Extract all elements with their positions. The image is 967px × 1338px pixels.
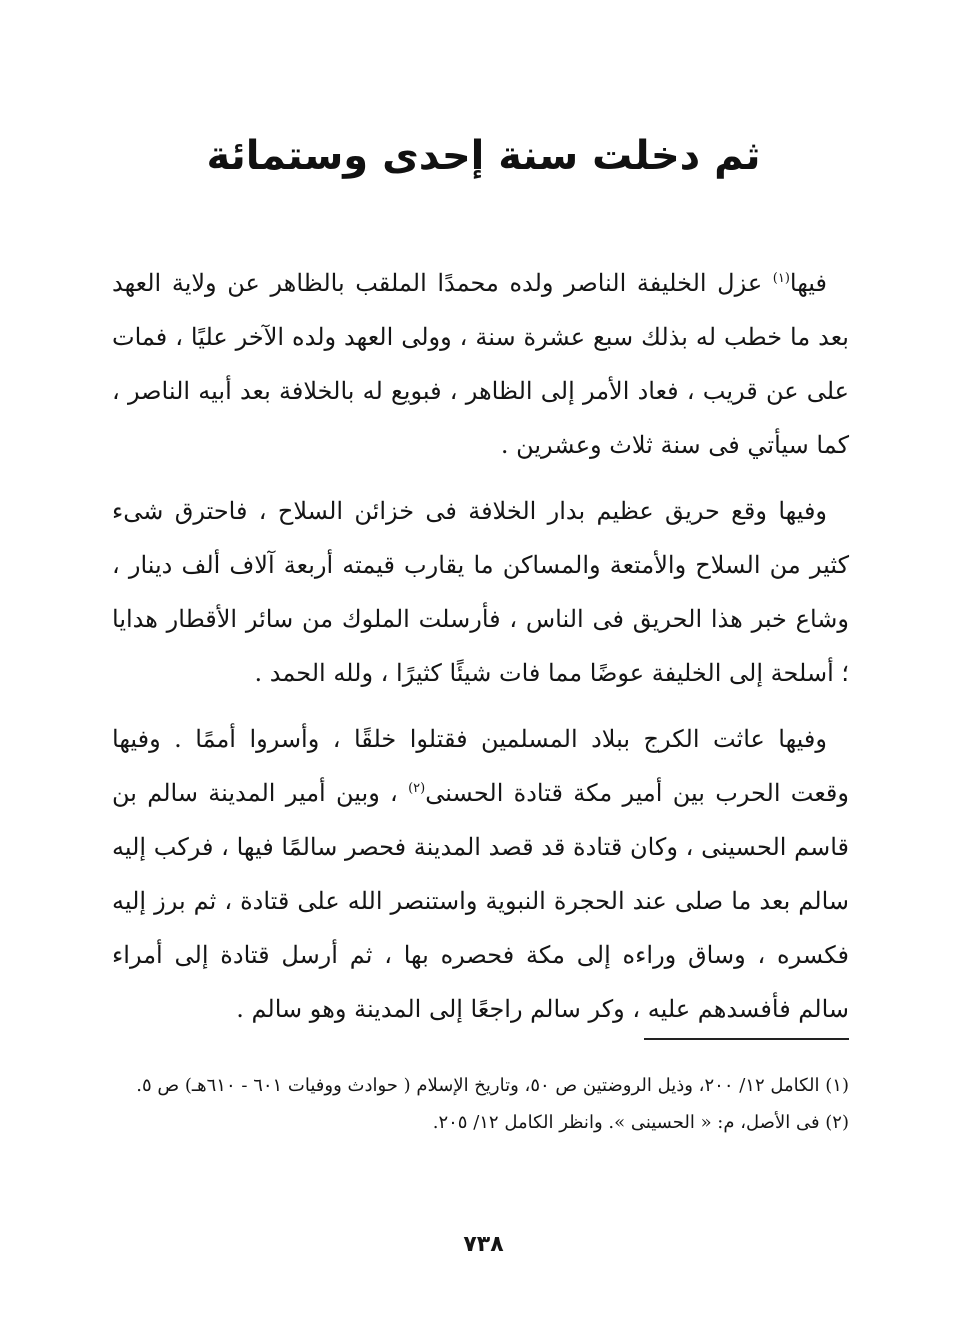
paragraph-3-text-end: ، وبين أمير المدينة سالم بن قاسم الحسينى ، وكان قتادة قد قصد المدينة فحصر سالمًا فيها ، فركب إليه سالم بعد ما صلى عند الحجرة النبوية واستنصر الله على قتادة ، ثم برز إليه فكسره ، وساق وراءه إلى مكة فحصره بها ، ثم أرسل قتادة إلى أمراء سالم فأفسدهم عليه ، وكر سالم راجعًا إلى المدينة وهو سالم . — [112, 779, 849, 1023]
paragraph-3 — [112, 712, 849, 1036]
paragraph-2 — [112, 484, 849, 700]
chapter-title: ثم دخلت سنة إحدى وستمائة — [206, 133, 761, 179]
footnote-marker-2: (٢) — [408, 781, 426, 796]
paragraph-1 — [112, 256, 849, 472]
page-number: ٧٣٨ — [463, 1232, 504, 1257]
footnotes — [120, 1070, 849, 1144]
footnote-marker-1: (١) — [772, 271, 790, 286]
paragraph-1-text-end: عزل الخليفة الناصر ولده محمدًا الملقب بالظاهر عن ولاية العهد بعد ما خطب له بذلك سبع عشرة سنة ، وولى العهد ولده الآخر عليًا ، فمات على عن قريب ، فعاد الأمر إلى الظاهر ، فبويع له بالخلافة بعد أبيه الناصر ، كما سيأتي فى سنة ثلاث وعشرين . — [112, 269, 849, 459]
footnote-2: (٢) فى الأصل، م: « الحسينى ». وانظر الكامل ١٢/ ٢٠٥. — [432, 1112, 849, 1133]
footnote-divider — [644, 1038, 849, 1040]
footnote-1: (١) الكامل ١٢/ ٢٠٠، وذيل الروضتين ص ٥٠، وتاريخ الإسلام ( حوادث ووفيات ٦٠١ - ٦١٠هـ) ص ٥. — [136, 1075, 849, 1096]
paragraph-2-text: وفيها وقع حريق عظيم بدار الخلافة فى خزائن السلاح ، فاحترق شىء كثير من السلاح والأمتعة والمساكن ما يقارب قيمته أربعة آلاف ألف دينار ، وشاع خبر هذا الحريق فى الناس ، فأرسلت الملوك من سائر الأقطار هدايا ؛ أسلحة إلى الخليفة عوضًا مما فات شيئًا كثيرًا ، ولله الحمد . — [112, 497, 849, 687]
paragraph-3-text-start: وفيها عاثت الكرج ببلاد المسلمين فقتلوا خلقًا ، وأسروا أممًا . وفيها وقعت الحرب بين أمير مكة قتادة الحسنى — [112, 725, 849, 807]
main-text — [112, 256, 849, 1048]
paragraph-1-text-start: فيها — [789, 269, 827, 297]
